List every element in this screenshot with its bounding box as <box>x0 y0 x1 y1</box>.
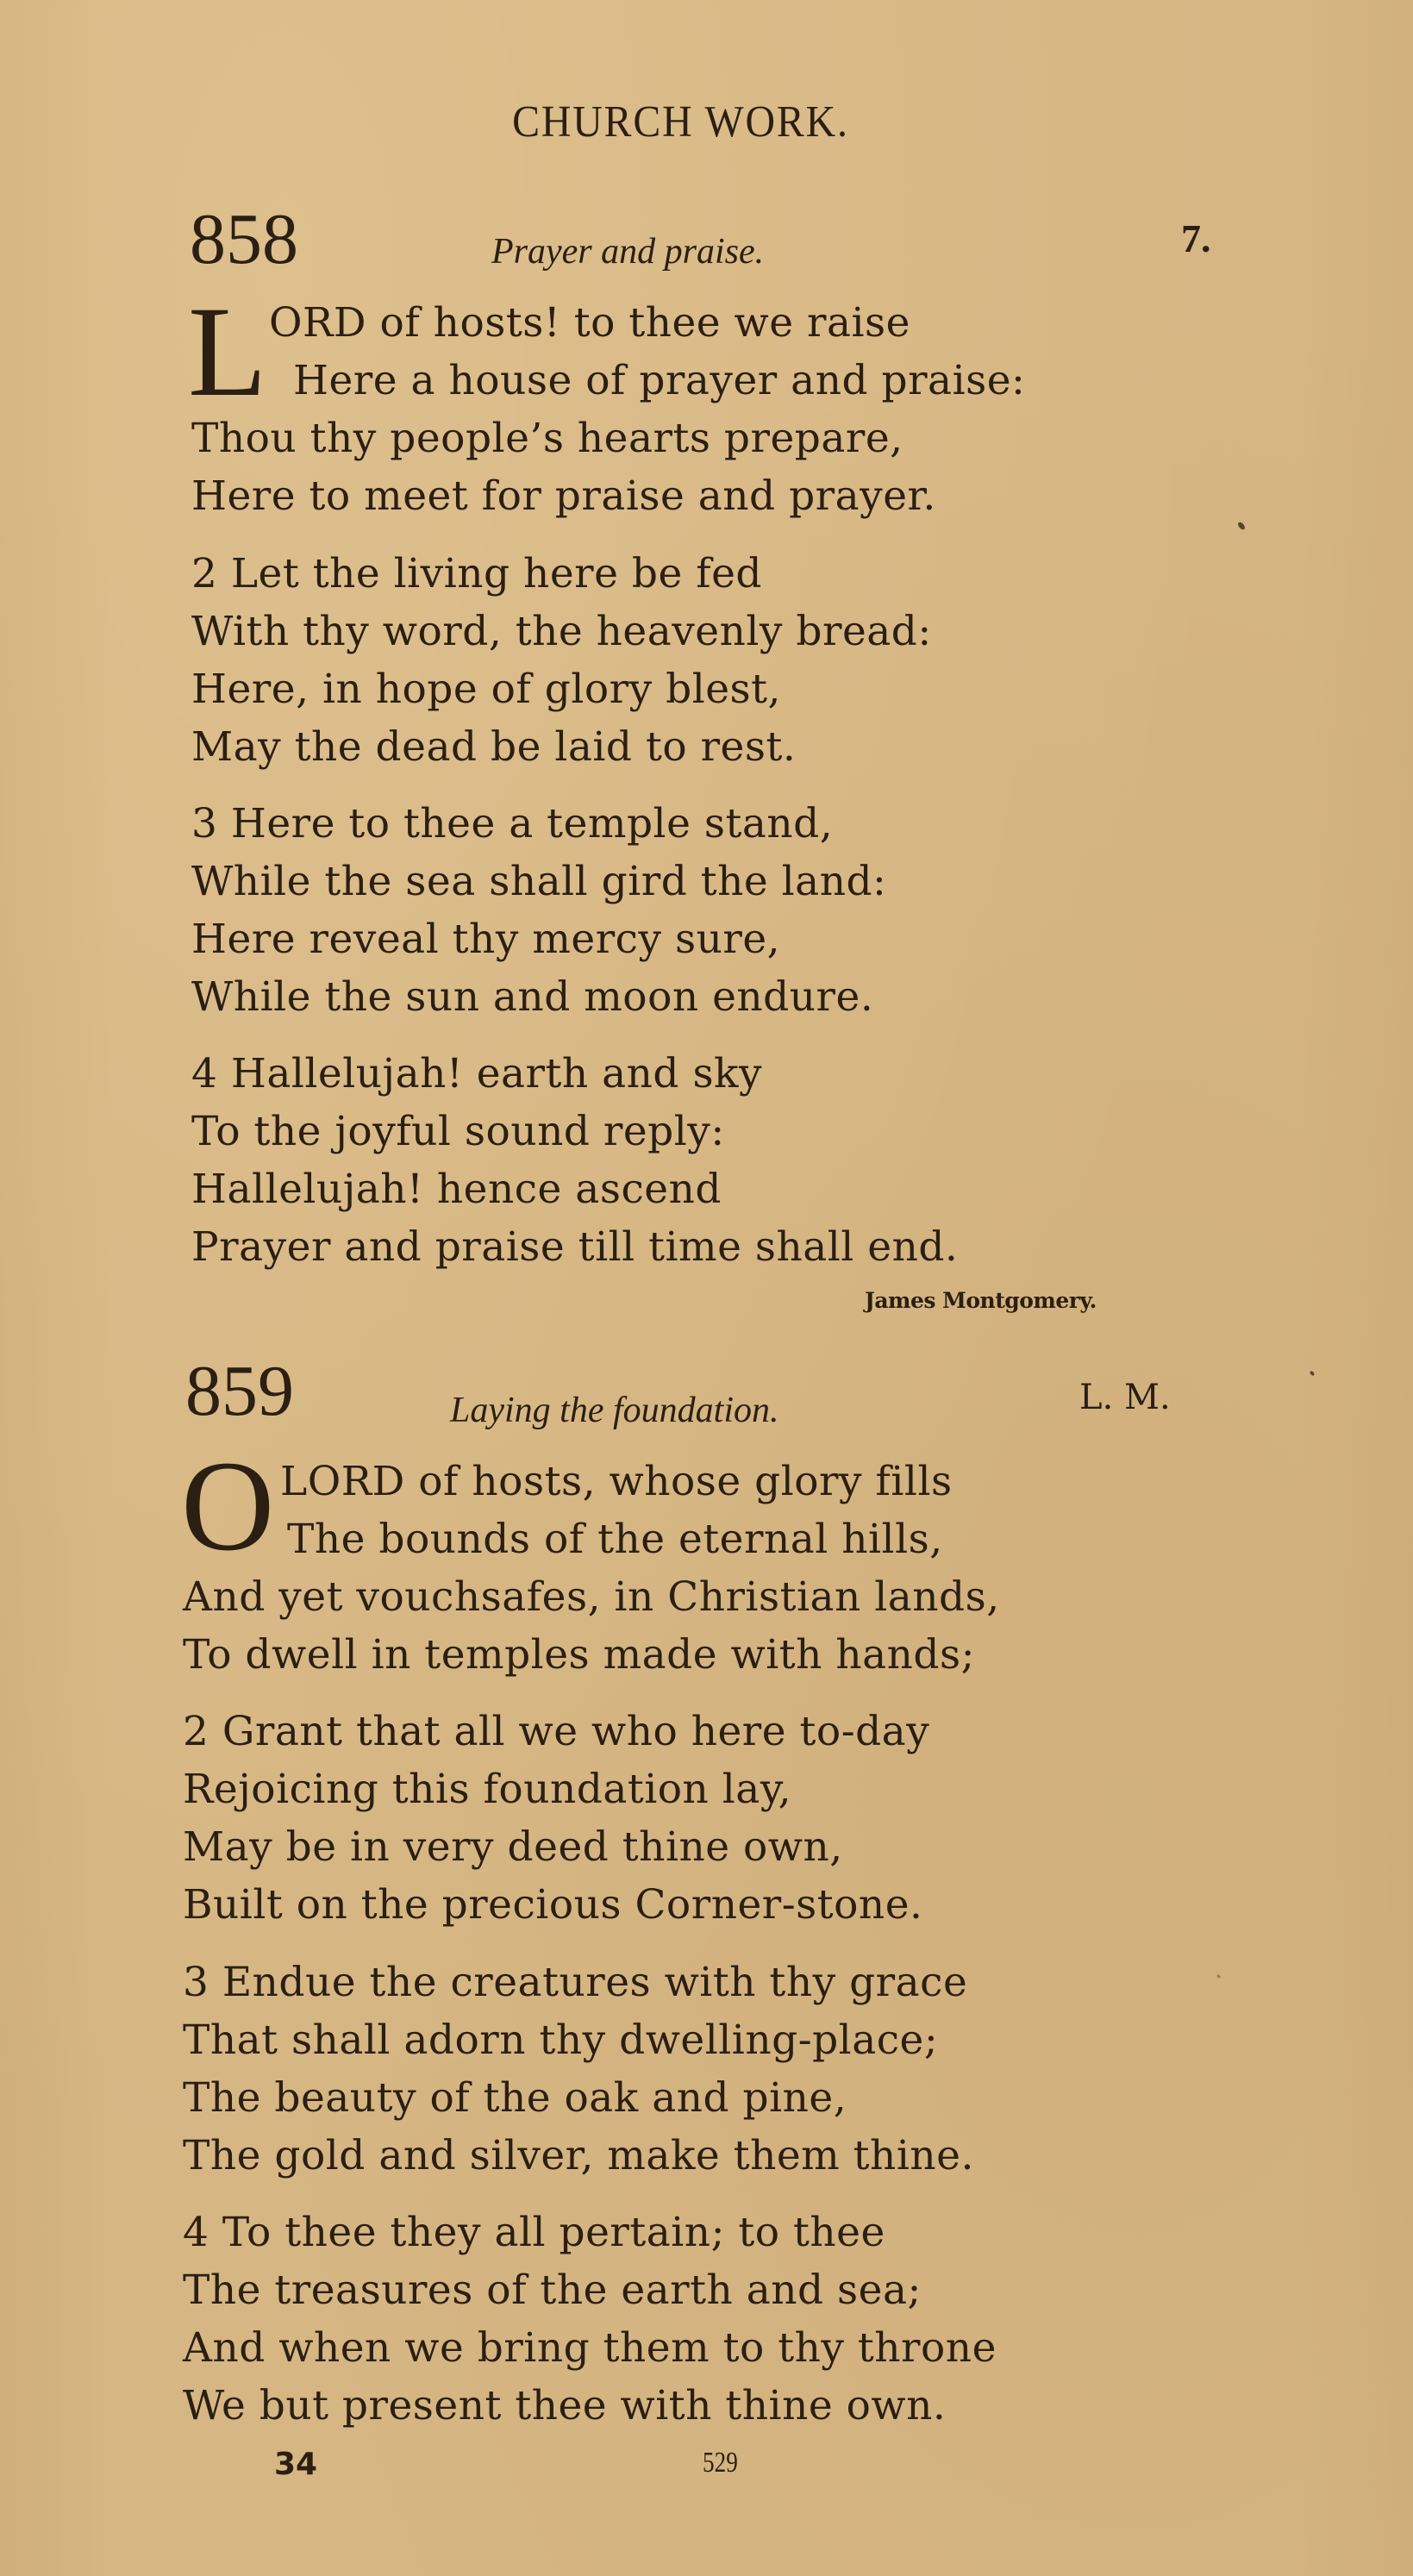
verse-line: The bounds of the eternal hills, <box>287 1516 943 1563</box>
verse-line: 4 To thee they all pertain; to thee <box>183 2209 885 2256</box>
verse-line: Hallelujah! hence ascend <box>191 1166 722 1213</box>
verse-line: The gold and silver, make them thine. <box>183 2132 974 2179</box>
verse-line: 2 Grant that all we who here to-day <box>183 1708 930 1755</box>
hymn-meter: L. M. <box>1079 1378 1171 1417</box>
verse-line: While the sun and moon endure. <box>191 973 874 1021</box>
verse-line: That shall adorn thy dwelling-place; <box>183 2016 939 2064</box>
author-attribution: James Montgomery. <box>865 1288 1097 1313</box>
drop-cap: O <box>181 1435 275 1578</box>
verse-line: May the dead be laid to rest. <box>191 723 797 771</box>
verse-line: LORD of hosts, whose glory fills <box>280 1458 953 1505</box>
verse-line: 3 Endue the creatures with thy grace <box>183 1959 968 2006</box>
verse-line: To dwell in temples made with hands; <box>183 1631 975 1679</box>
page-number: 529 <box>703 2447 738 2479</box>
verse-line: Here a house of prayer and praise: <box>293 357 1026 404</box>
verse-line: Here, in hope of glory blest, <box>191 666 781 713</box>
verse-line: ORD of hosts! to thee we raise <box>269 299 910 347</box>
verse-line: The beauty of the oak and pine, <box>183 2074 847 2122</box>
verse-line: 2 Let the living here be fed <box>191 550 762 597</box>
signature-mark: 34 <box>274 2447 318 2482</box>
running-head: CHURCH WORK. <box>512 97 849 147</box>
hymn-title: Laying the foundation. <box>450 1391 779 1430</box>
drop-cap: L <box>188 280 267 423</box>
verse-line: And yet vouchsafes, in Christian lands, <box>183 1573 1000 1621</box>
verse-line: The treasures of the earth and sea; <box>183 2267 922 2314</box>
verse-line: May be in very deed thine own, <box>183 1823 843 1871</box>
verse-line: Built on the precious Corner-stone. <box>183 1881 923 1929</box>
hymn-title: Prayer and praise. <box>491 232 765 272</box>
paper-speck <box>1216 1974 1222 1979</box>
verse-line: To the joyful sound reply: <box>191 1108 725 1155</box>
verse-line: With thy word, the heavenly bread: <box>191 608 932 655</box>
verse-line: Thou thy people’s hearts prepare, <box>191 415 903 462</box>
verse-line: 4 Hallelujah! earth and sky <box>191 1050 763 1097</box>
paper-speck <box>1310 1370 1316 1376</box>
verse-line: Prayer and praise till time shall end. <box>191 1223 959 1271</box>
hymn-number: 859 <box>185 1351 294 1431</box>
verse-line: While the sea shall gird the land: <box>191 858 887 905</box>
hymn-meter: 7. <box>1181 216 1211 260</box>
verse-line: Here to meet for praise and prayer. <box>191 472 936 520</box>
verse-line: Rejoicing this foundation lay, <box>183 1766 792 1813</box>
verse-line: Here reveal thy mercy sure, <box>191 916 781 963</box>
paper-speck <box>1236 521 1246 531</box>
verse-line: We but present thee with thine own. <box>183 2382 947 2429</box>
verse-line: 3 Here to thee a temple stand, <box>191 800 834 847</box>
hymn-number: 858 <box>190 199 298 279</box>
verse-line: And when we bring them to thy throne <box>183 2324 997 2372</box>
